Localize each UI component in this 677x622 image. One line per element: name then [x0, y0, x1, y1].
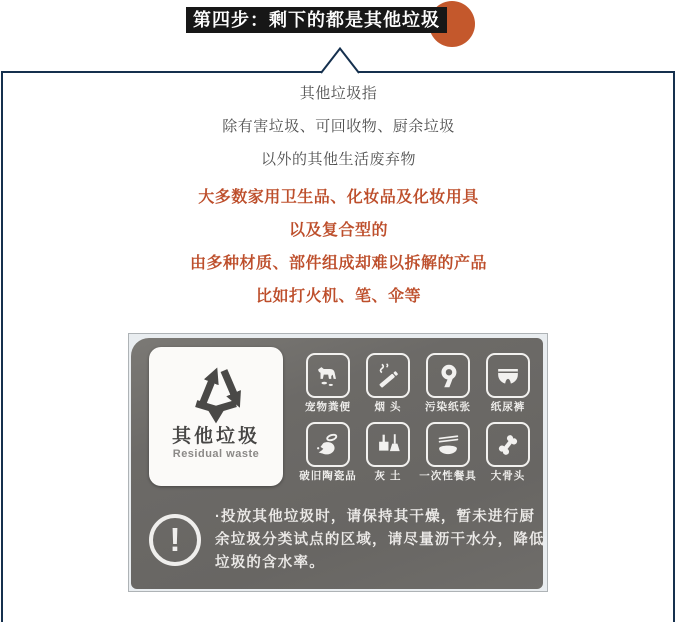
- notice-text: [215, 506, 545, 575]
- exclamation-icon: [149, 514, 201, 566]
- sign-item: [299, 353, 357, 413]
- broken-ceramics-icon: [306, 422, 350, 467]
- page-title: 第四步：剩下的都是其他垃圾: [186, 7, 447, 33]
- intro-line: 其他垃圾指: [299, 85, 378, 102]
- residual-waste-symbol-icon: [183, 356, 249, 426]
- card-name-cn: 其他垃圾: [171, 426, 260, 447]
- dust-broom-icon: [366, 422, 410, 467]
- notice-line: 垃圾的含水率。: [215, 555, 325, 571]
- disposable-tableware-icon: [426, 422, 470, 467]
- highlight-text-block: [0, 181, 677, 313]
- intro-line: 以外的其他生活废弃物: [260, 151, 416, 168]
- highlight-line: 大多数家用卫生品、化妆品及化妆用具: [198, 189, 479, 206]
- cigarette-icon: [366, 353, 410, 398]
- exclamation-glyph: !: [169, 520, 181, 558]
- stained-paper-icon: [426, 353, 470, 398]
- diaper-icon: [486, 353, 530, 398]
- sign-item-label: 一次性餐具: [419, 470, 477, 482]
- card-name-en: Residual waste: [172, 448, 260, 460]
- sign-item: [359, 422, 417, 482]
- sign-item: [419, 422, 477, 482]
- bone-icon: [486, 422, 530, 467]
- intro-text-block: [0, 77, 677, 313]
- notice-line: 余垃圾分类试点的区域，请尽量沥干水分，降低: [215, 532, 545, 548]
- sign-item: [299, 422, 357, 482]
- sign-item: [419, 353, 477, 413]
- dog-feces-icon: [306, 353, 350, 398]
- sign-item: [479, 353, 537, 413]
- sign-item-label: 纸尿裤: [490, 401, 526, 413]
- sign-item-grid: [299, 353, 537, 482]
- sign-item: [479, 422, 537, 482]
- residual-waste-card: [149, 347, 283, 486]
- sign-item-label: 灰 土: [374, 470, 402, 482]
- intro-line: 除有害垃圾、可回收物、厨余垃圾: [222, 118, 455, 135]
- residual-waste-sign-photo: [128, 333, 548, 592]
- sign-item: [359, 353, 417, 413]
- highlight-line: 比如打火机、笔、伞等: [255, 288, 421, 305]
- sign-item-label: 大骨头: [490, 470, 526, 482]
- sign-item-label: 破旧陶瓷品: [299, 470, 357, 482]
- notice-line: ·投放其他垃圾时，请保持其干燥，暂未进行厨: [215, 509, 536, 525]
- residual-waste-sign: [131, 338, 543, 589]
- sign-item-label: 烟 头: [374, 401, 402, 413]
- sign-item-label: 宠物粪便: [305, 401, 351, 413]
- frame-peak-notch: [320, 47, 360, 74]
- sign-item-label: 污染纸张: [425, 401, 471, 413]
- highlight-line: 由多种材质、部件组成却难以拆解的产品: [189, 255, 487, 272]
- highlight-line: 以及复合型的: [288, 222, 388, 239]
